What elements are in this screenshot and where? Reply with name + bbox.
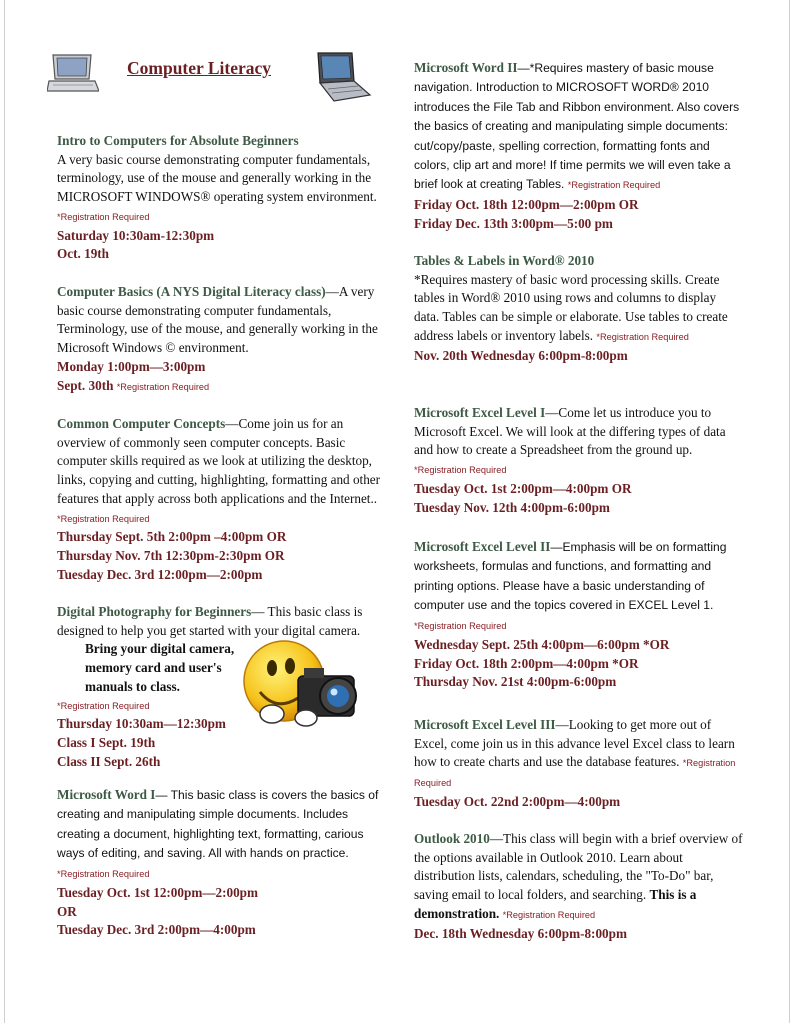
- course-description: —This class will begin with a brief overview of the options available in Outlook 2010. Learn about distribution lists, calendars, scheduling, the "To-Do" bar, saving email to local folders, and searching.: [414, 831, 743, 903]
- course-description: A very basic course demonstrating computer fundamentals, terminology, use of the mouse and generally working in the MICROSOFT WINDOWS® operating system environment.: [57, 151, 377, 205]
- course-word2: [414, 58, 744, 233]
- course-excel2: [414, 537, 744, 692]
- schedule-line: Oct. 19th: [57, 246, 110, 262]
- course-outlook: [414, 830, 744, 943]
- registration-note: *Registration Required: [596, 331, 689, 342]
- registration-note: *Registration Required: [502, 909, 596, 920]
- registration-note: *Registration Required: [567, 180, 661, 191]
- course-title: Outlook 2010: [414, 831, 490, 846]
- registration-note: *Registration Required: [57, 513, 150, 524]
- course-title: Tables & Labels in Word® 2010: [414, 253, 595, 268]
- course-title: Microsoft Excel Level III: [414, 717, 556, 732]
- laptop-dark-icon: [312, 51, 372, 105]
- demo-note: This is a demonstration.: [414, 887, 697, 921]
- course-concepts: [57, 415, 387, 584]
- schedule-line: Monday 1:00pm—3:00pm: [57, 358, 206, 374]
- schedule-line: Thursday Nov. 21st 4:00pm-6:00pm: [414, 674, 617, 690]
- schedule-line: Tuesday Dec. 3rd 12:00pm—2:00pm: [57, 566, 263, 582]
- course-title: Common Computer Concepts: [57, 416, 226, 431]
- schedule-line: Tuesday Dec. 3rd 2:00pm—4:00pm: [57, 922, 256, 938]
- course-title: Microsoft Excel Level II: [414, 539, 551, 554]
- course-description: *Requires mastery of basic word processing skills. Create tables in Word® 2010 using rows and columns to display data. Tables can be simple or elaborate. Use tables to create address labels or inventory labels.: [414, 271, 728, 343]
- registration-note: *Registration Required: [57, 211, 150, 222]
- registration-note: *Registration Required: [414, 620, 507, 631]
- schedule-line: Class II Sept. 26th: [57, 753, 161, 769]
- schedule-line: Nov. 20th Wednesday 6:00pm-8:00pm: [414, 347, 628, 363]
- course-title: Microsoft Word I: [57, 787, 156, 802]
- registration-note: *Registration Required: [57, 868, 150, 879]
- course-tables: [414, 252, 744, 365]
- course-title: Digital Photography for Beginners: [57, 604, 252, 619]
- course-description: —*Requires mastery of basic mouse navigation. Introduction to MICROSOFT WORD® 2010 introduces the File Tab and Ribbon environment. Also covers the basics of creating and manipulating simple documents: cut/copy/paste, spelling correction, formatting fonts and colors, clip art and more! If time permits we will even take a brief look at creating Tables.: [414, 61, 740, 192]
- course-description: —A very basic course demonstrating computer fundamentals, Terminology, use of the mouse, and generally working in the Microsoft Windows © environment.: [57, 284, 378, 356]
- registration-note: *Registration Required: [116, 381, 210, 392]
- registration-note: *Registration Required: [414, 465, 507, 476]
- schedule-line: Wednesday Sept. 25th 4:00pm—6:00pm *OR: [414, 637, 670, 653]
- page-title: Computer Literacy: [127, 58, 272, 78]
- course-description: — This basic class is covers the basics of creating and manipulating simple documents. Includes creating a document, highlighting text, formatting, carious ways of editing, and saving. All with hands on practice.: [57, 788, 379, 861]
- schedule-line: Tuesday Oct. 1st 12:00pm—2:00pm: [57, 885, 258, 901]
- course-title: Intro to Computers for Absolute Beginners: [57, 133, 299, 148]
- course-description: — This basic class is designed to help you get started with your digital camera.: [57, 604, 363, 638]
- course-basics: [57, 283, 387, 396]
- bring-note: Bring your digital camera, memory card and user's manuals to class.: [85, 641, 235, 694]
- schedule-line: Tuesday Nov. 12th 4:00pm-6:00pm: [414, 499, 610, 515]
- course-title: Computer Basics (A NYS Digital Literacy class): [57, 284, 326, 299]
- schedule-line: Tuesday Oct. 22nd 2:00pm—4:00pm: [414, 793, 621, 809]
- schedule-line: Friday Oct. 18th 2:00pm—4:00pm *OR: [414, 655, 639, 671]
- schedule-line: Saturday 10:30am-12:30pm: [57, 227, 215, 243]
- schedule-line: Friday Dec. 13th 3:00pm—5:00 pm: [414, 215, 613, 231]
- schedule-line: Friday Oct. 18th 12:00pm—2:00pm OR: [414, 196, 639, 212]
- schedule-line: Class I Sept. 19th: [57, 734, 156, 750]
- schedule-line: Tuesday Oct. 1st 2:00pm—4:00pm OR: [414, 480, 632, 496]
- smiley-camera-illustration: [242, 636, 377, 728]
- course-title: Microsoft Excel Level I: [414, 405, 546, 420]
- schedule-line: Thursday Sept. 5th 2:00pm –4:00pm OR: [57, 529, 287, 545]
- course-description: —Come let us introduce you to Microsoft Excel. We will look at the differing types of data and how to create a Spreadsheet from the ground up.: [414, 405, 726, 458]
- laptop-open-icon: [47, 51, 99, 95]
- course-word1: [57, 785, 387, 940]
- course-description: —Looking to get more out of Excel, come join us in this advance level Excel class to learn how to create charts and use the database features.: [414, 717, 735, 770]
- registration-note: *Registration Required: [57, 700, 150, 711]
- schedule-line: Sept. 30th: [57, 377, 114, 393]
- course-title: Microsoft Word II: [414, 60, 518, 75]
- schedule-line: Thursday 10:30am—12:30pm: [57, 716, 226, 732]
- course-intro: [57, 132, 387, 264]
- registration-note: *Registration Required: [414, 758, 736, 789]
- schedule-line: OR: [57, 903, 77, 919]
- course-description: —Come join us for an overview of commonly seen computer concepts. Basic computer skills required as we look at utilizing the desktop, links, copying and cutting, highlighting, formatting and other features that apply across both applications and the Internet..: [57, 416, 381, 506]
- course-description: —Emphasis will be on formatting worksheets, formulas and functions, and formatting and printing options. Please have a basic understanding of computer use and the topics covered in EXCEL Level 1.: [414, 540, 727, 613]
- schedule-line: Thursday Nov. 7th 12:30pm-2:30pm OR: [57, 547, 285, 563]
- course-excel3: [414, 716, 744, 812]
- schedule-line: Dec. 18th Wednesday 6:00pm-8:00pm: [414, 925, 627, 941]
- course-excel1: [414, 404, 744, 517]
